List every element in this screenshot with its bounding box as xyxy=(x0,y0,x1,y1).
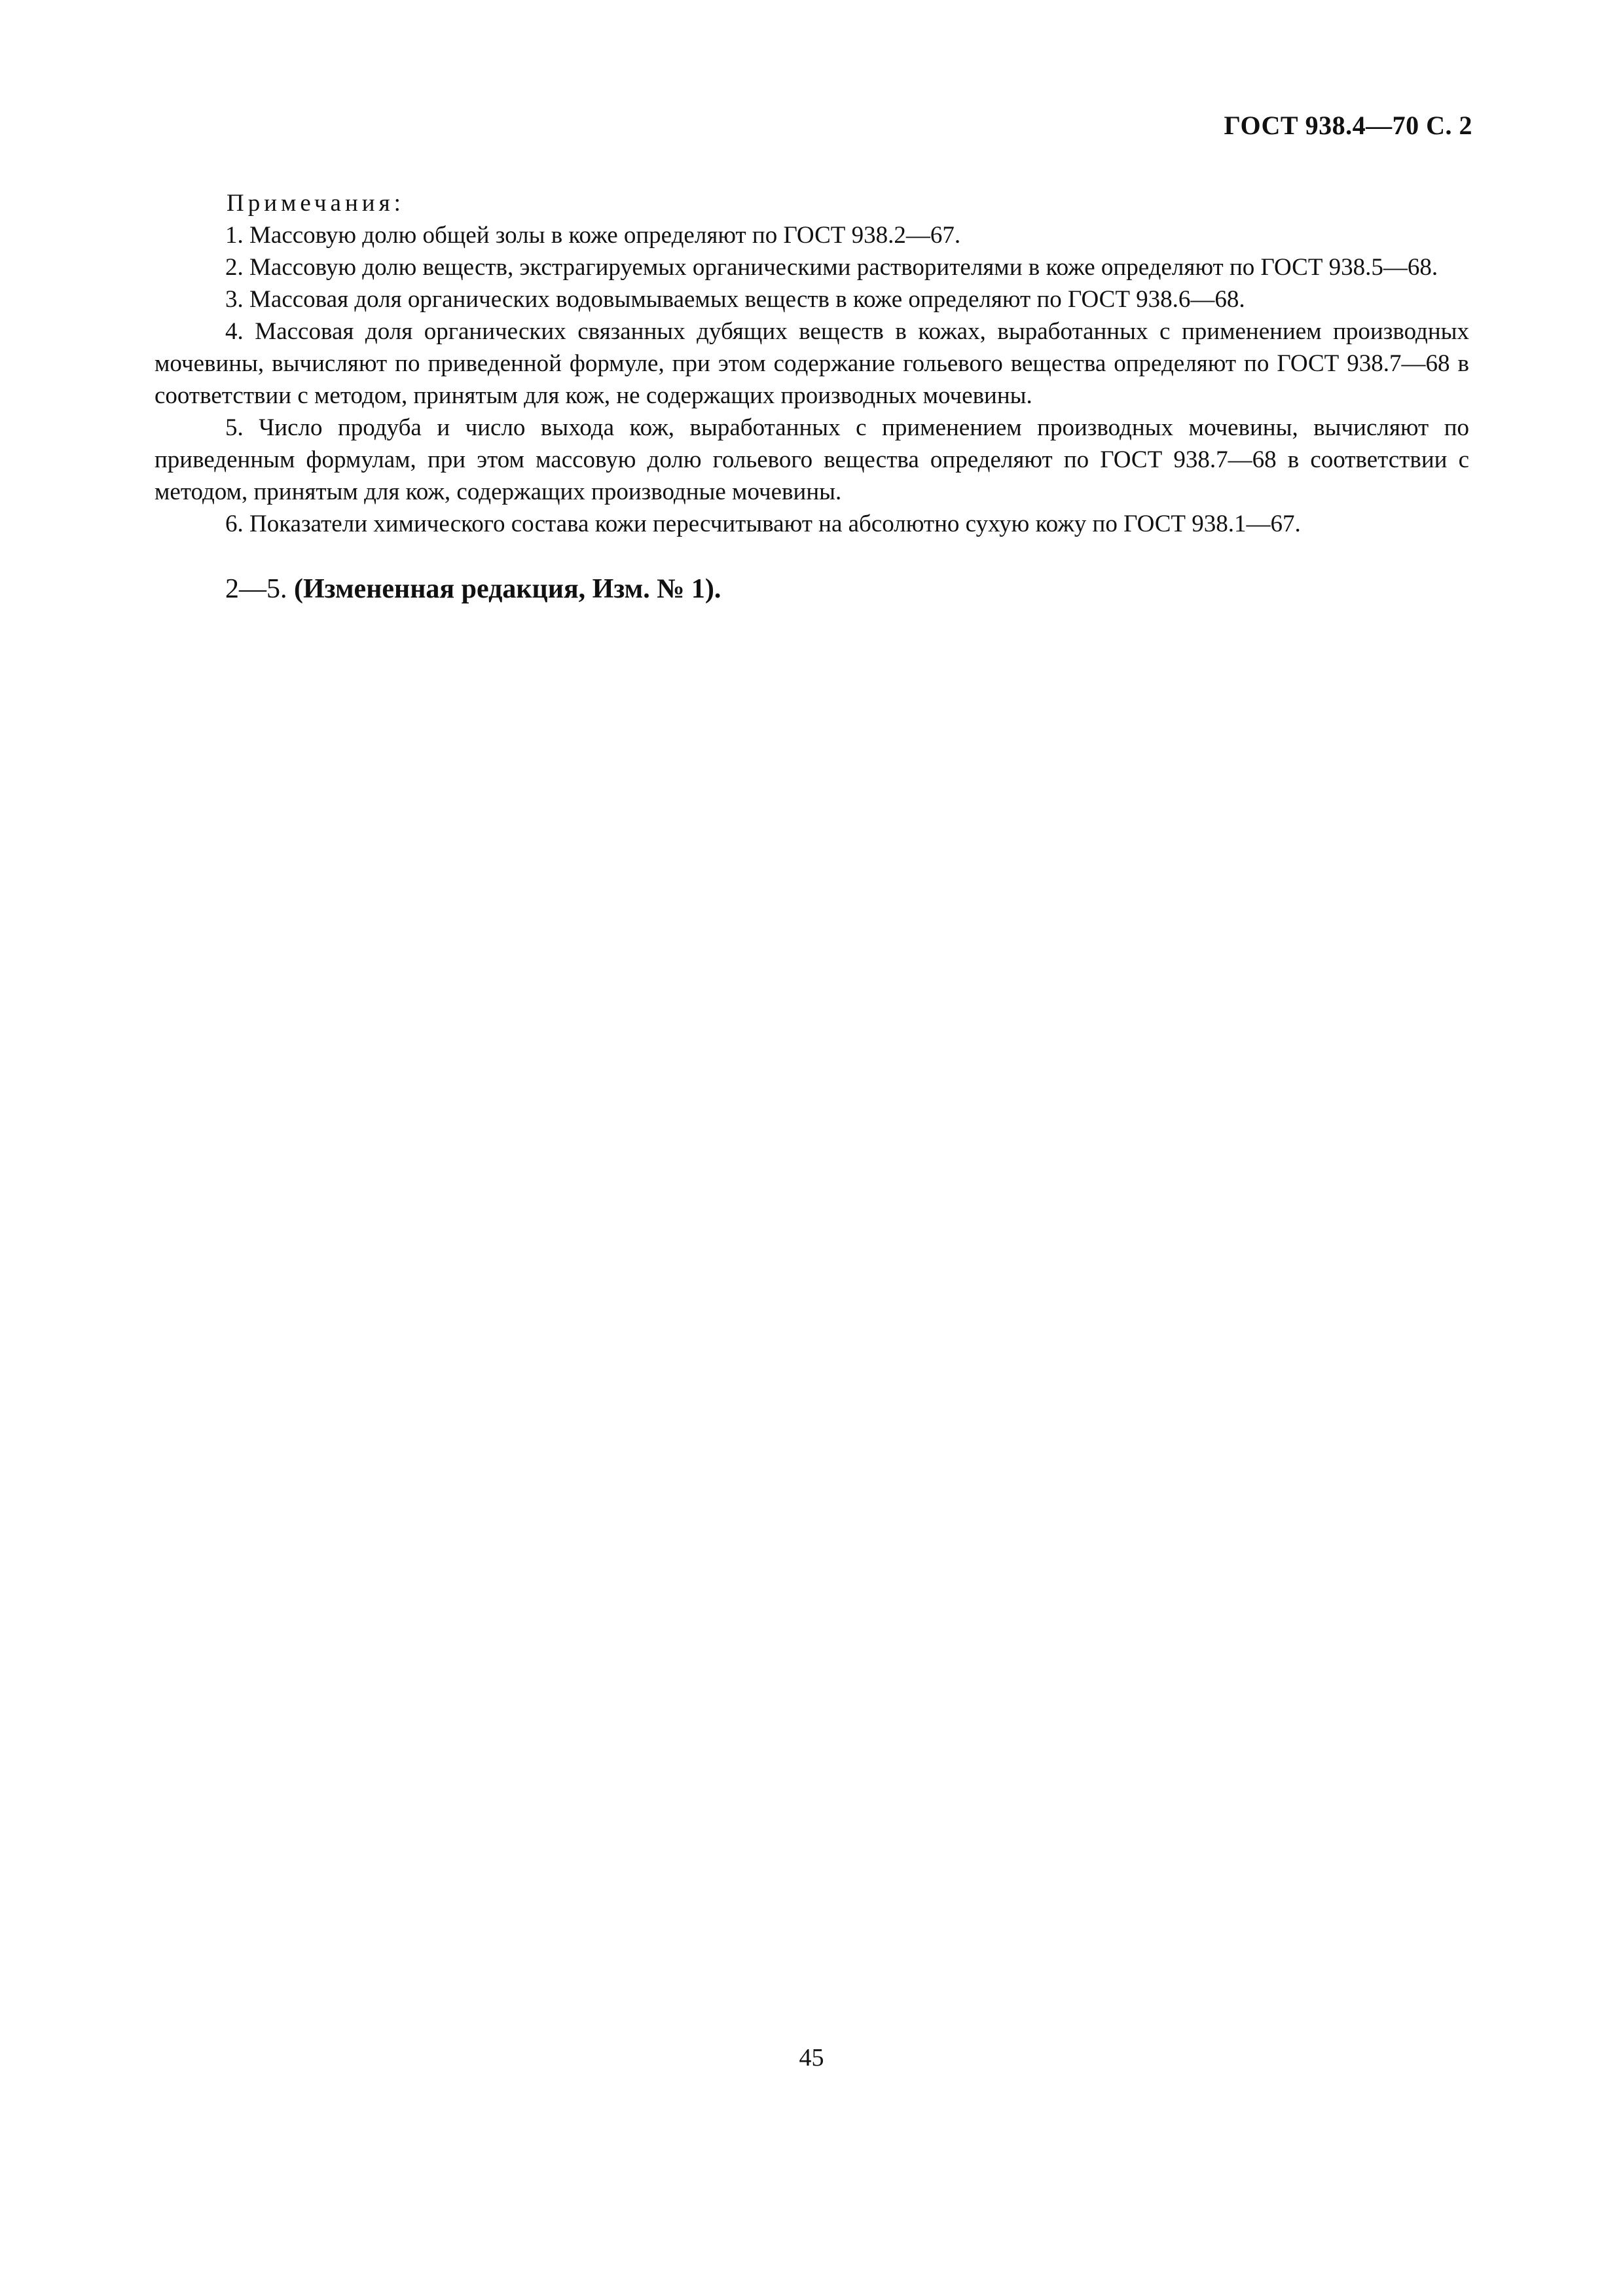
note-5: 5. Число продуба и число выхода кож, выработанных с применением производных мочевины, вычисляют по приведенным формулам, при этом массовую долю гольевого вещества определяют по ГОСТ 938.7—68 в соответствии с методом, принятым для кож, содержащих производные мочевины. xyxy=(155,414,1469,505)
page-header-standard-ref: ГОСТ 938.4—70 С. 2 xyxy=(1224,111,1472,140)
document-body xyxy=(155,187,1469,607)
note-3: 3. Массовая доля органических водовымываемых веществ в коже определяют по ГОСТ 938.6—68. xyxy=(225,286,1245,313)
notes-heading: Примечания: xyxy=(227,190,405,217)
note-2: 2. Массовую долю веществ, экстрагируемых органическими растворителями в коже определяют по ГОСТ 938.5—68. xyxy=(225,254,1438,281)
amendment-range: 2—5. xyxy=(225,574,287,604)
amendment-note xyxy=(155,571,1469,607)
note-4: 4. Массовая доля органических связанных дубящих веществ в кожах, выработанных с применением производных мочевины, вычисляют по приведенной формуле, при этом содержание гольевого вещества определяют по ГОСТ 938.7—68 в соответствии с методом, принятым для кож, не содержащих производных мочевины. xyxy=(155,318,1469,409)
amendment-text: (Измененная редакция, Изм. № 1). xyxy=(294,574,721,604)
note-6: 6. Показатели химического состава кожи пересчитывают на абсолютно сухую кожу по ГОСТ 938.1—67. xyxy=(225,511,1301,537)
page-number: 45 xyxy=(799,2044,824,2072)
note-1: 1. Массовую долю общей золы в коже определяют по ГОСТ 938.2—67. xyxy=(225,222,961,249)
